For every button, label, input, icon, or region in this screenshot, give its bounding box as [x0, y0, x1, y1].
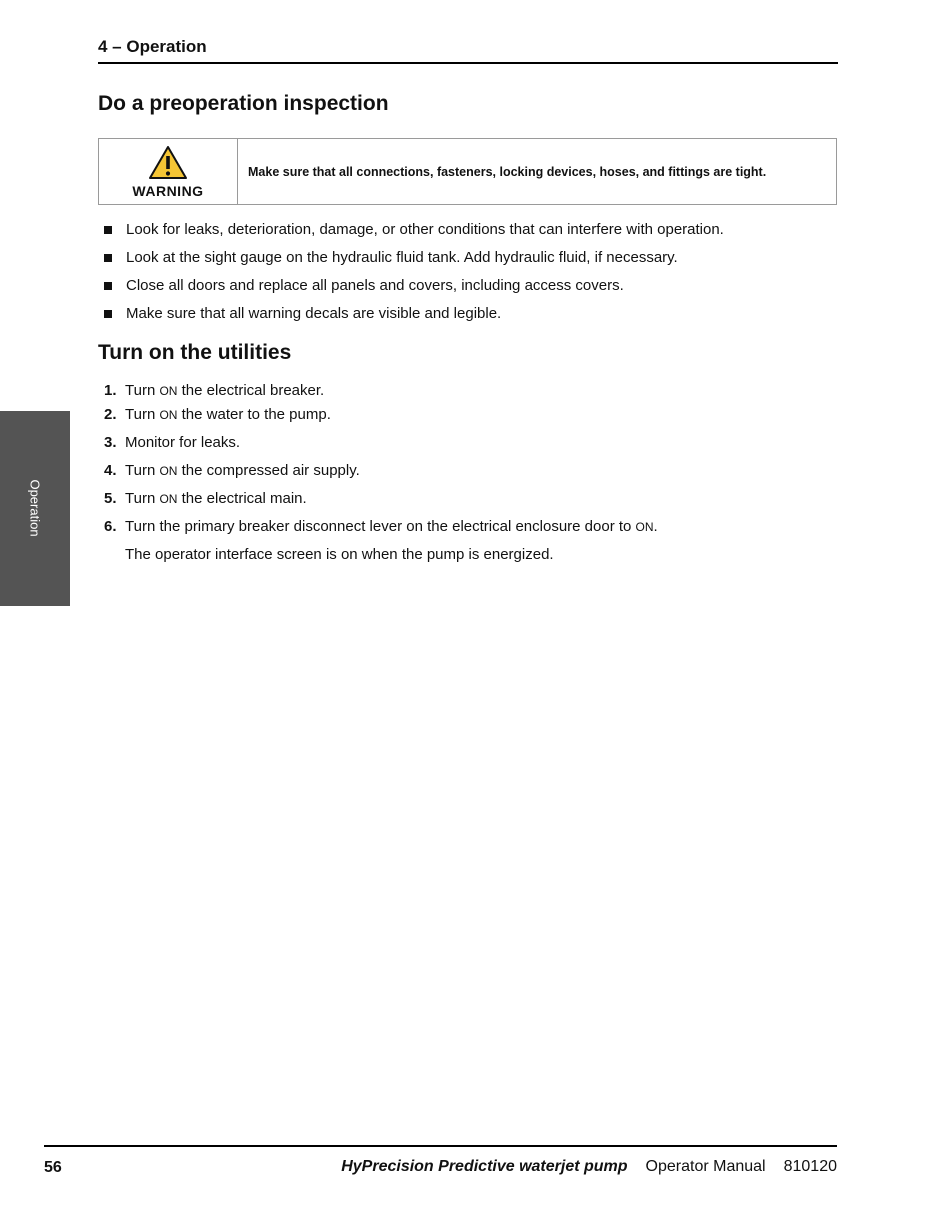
list-item-text: Look at the sight gauge on the hydraulic fluid tank. Add hydraulic fluid, if necessary.	[126, 249, 678, 266]
step-result-text: The operator interface screen is on when the pump is energized.	[125, 546, 554, 563]
inspection-heading: Do a preoperation inspection	[98, 92, 389, 115]
page-header	[98, 36, 838, 64]
product-name: HyPrecision Predictive waterjet pump	[341, 1158, 628, 1175]
step-text: Turn ON the compressed air supply.	[125, 462, 360, 479]
warning-message-cell	[238, 139, 836, 204]
manual-type: Operator Manual	[645, 1158, 766, 1175]
bullet-square-icon	[104, 282, 112, 290]
warning-label: WARNING	[132, 182, 204, 199]
footer-info	[341, 1158, 837, 1176]
list-item	[98, 300, 724, 328]
list-item	[98, 244, 724, 272]
list-item	[98, 216, 724, 244]
step-text: Turn ON the electrical main.	[125, 490, 307, 507]
step-number: 2.	[104, 406, 117, 423]
bullet-square-icon	[104, 310, 112, 318]
chapter-side-tab	[0, 411, 70, 606]
utilities-heading: Turn on the utilities	[98, 341, 292, 364]
step-text: Turn the primary breaker disconnect lever on the electrical enclosure door to ON.	[125, 518, 658, 535]
footer-rule	[44, 1145, 837, 1147]
list-item-text: Close all doors and replace all panels and covers, including access covers.	[126, 277, 624, 294]
warning-message: Make sure that all connections, fasteners, locking devices, hoses, and fittings are tight.	[248, 164, 767, 179]
page-number: 56	[44, 1159, 62, 1176]
list-item-text: Look for leaks, deterioration, damage, or other conditions that can interfere with operation.	[126, 221, 724, 238]
step-text: Monitor for leaks.	[125, 434, 241, 451]
side-tab-label: Operation	[27, 479, 43, 537]
bullet-square-icon	[104, 226, 112, 234]
step-number: 1.	[104, 382, 117, 399]
step-text: Turn ON the water to the pump.	[125, 406, 331, 423]
step-number: 5.	[104, 490, 117, 507]
list-item-text: Make sure that all warning decals are visible and legible.	[126, 305, 502, 322]
step-text: Turn ON the electrical breaker.	[125, 382, 325, 399]
list-item	[98, 272, 724, 300]
inspection-checklist	[98, 216, 724, 328]
bullet-square-icon	[104, 254, 112, 262]
warning-box	[98, 138, 837, 205]
warning-triangle-icon	[148, 145, 188, 181]
step-number: 4.	[104, 462, 117, 479]
warning-label-cell	[99, 139, 238, 204]
section-title: 4 – Operation	[98, 37, 207, 56]
part-number: 810120	[783, 1158, 837, 1175]
step-number: 3.	[104, 434, 117, 451]
step-number: 6.	[104, 518, 117, 535]
